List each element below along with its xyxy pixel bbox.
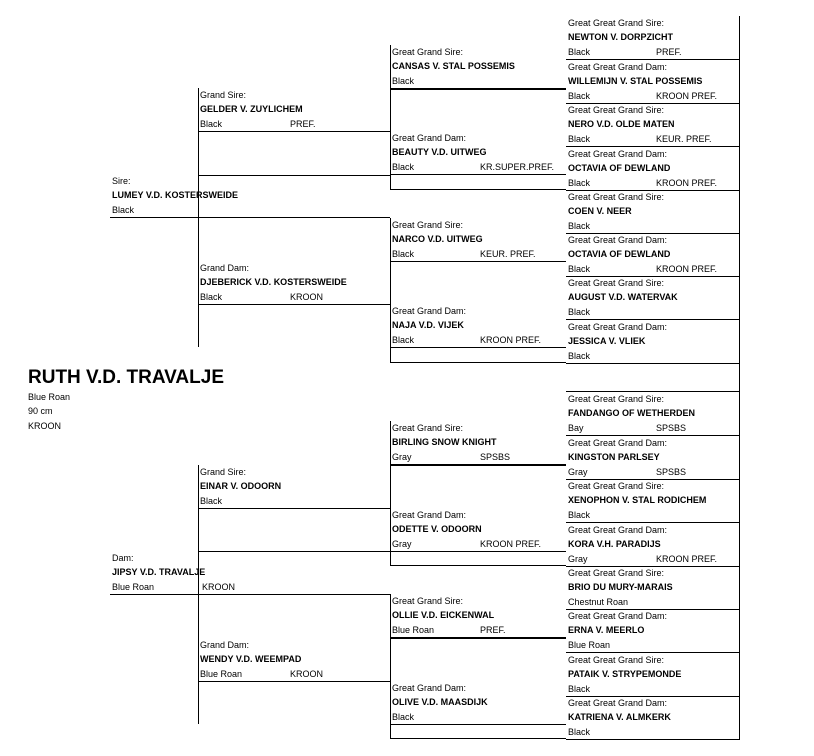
role-label: Great Great Grand Sire: (568, 192, 665, 202)
coat-color-text: Black (568, 683, 591, 694)
role-label: Great Great Grand Sire: (568, 568, 665, 578)
horse-name: BEAUTY V.D. UITWEG (392, 147, 487, 158)
gggp-entry (566, 609, 740, 653)
horse-name: GELDER V. ZUYLICHEM (200, 104, 303, 115)
coat-color-text: Gray (568, 553, 588, 564)
coat-color-text: Gray (568, 466, 588, 477)
gggp-entry (566, 696, 740, 740)
connector-line (739, 363, 740, 392)
coat-color (568, 132, 739, 146)
role-label: Great Great Grand Sire: (568, 655, 665, 665)
coat-color-text: Black (392, 75, 415, 86)
role-label: Great Grand Dam: (392, 306, 467, 316)
coat-color (112, 203, 390, 217)
horse-name: DJEBERICK V.D. KOSTERSWEIDE (200, 277, 347, 288)
subject-name: RUTH V.D. TRAVALJE (28, 367, 225, 388)
coat-color (568, 595, 739, 609)
coat-color (200, 494, 390, 508)
coat-color-text: Black (200, 118, 223, 129)
dam-entry (110, 551, 390, 595)
coat-color (392, 247, 566, 261)
horse-name: WENDY V.D. WEEMPAD (200, 654, 302, 665)
role-label: Great Great Grand Dam: (568, 235, 668, 245)
coat-color (568, 421, 739, 435)
title-text: KROON PREF. (480, 334, 542, 345)
title-text: PREF. (480, 624, 506, 635)
coat-color-text: Bay (568, 422, 584, 433)
coat-color (568, 638, 739, 652)
connector-line (739, 16, 740, 392)
gp-entry (198, 88, 390, 132)
title-text: KROON PREF. (656, 177, 718, 188)
role-label: Great Great Grand Dam: (568, 698, 668, 708)
role-label: Great Great Grand Dam: (568, 62, 668, 72)
coat-color-text: Black (568, 263, 591, 274)
role-label: Grand Sire: (200, 90, 247, 100)
role-label: Great Great Grand Dam: (568, 525, 668, 535)
horse-name: COEN V. NEER (568, 206, 632, 217)
subject-title: KROON (28, 420, 62, 431)
coat-color (568, 262, 739, 276)
horse-name: KATRIENA V. ALMKERK (568, 712, 671, 723)
coat-color-text: Black (392, 248, 415, 259)
horse-name: LUMEY V.D. KOSTERSWEIDE (112, 190, 239, 201)
coat-color-text: Blue Roan (568, 639, 611, 650)
coat-color-text: Black (200, 291, 223, 302)
coat-color-text: Black (568, 726, 591, 737)
horse-name: NAJA V.D. VIJEK (392, 320, 464, 331)
ggp-entry (390, 45, 566, 89)
gggp-entry (566, 479, 740, 523)
ggp-entry (390, 304, 566, 348)
ggp-entry (390, 681, 566, 725)
horse-name: JIPSY V.D. TRAVALJE (112, 567, 206, 578)
coat-color (112, 580, 390, 594)
horse-name: PATAIK V. STRYPEMONDE (568, 669, 682, 680)
gp-entry (198, 638, 390, 682)
role-label: Great Great Grand Dam: (568, 611, 668, 621)
coat-color-text: Black (392, 161, 415, 172)
coat-color-text: Black (112, 204, 135, 215)
connector-line (390, 738, 566, 739)
role-label: Great Great Grand Sire: (568, 481, 665, 491)
coat-color (568, 465, 739, 479)
title-text: SPSBS (656, 422, 687, 433)
connector-line (390, 594, 391, 738)
gggp-entry (566, 320, 740, 364)
coat-color (568, 349, 739, 363)
coat-color-text: Black (568, 509, 591, 520)
horse-name: OLIVE V.D. MAASDIJK (392, 697, 488, 708)
gp-entry (198, 465, 390, 509)
role-label: Grand Sire: (200, 467, 247, 477)
horse-name: KORA V.H. PARADIJS (568, 539, 661, 550)
role-label: Dam: (112, 553, 134, 563)
horse-name: ODETTE V. ODOORN (392, 524, 482, 535)
gggp-entry (566, 276, 740, 320)
horse-name: EINAR V. ODOORN (200, 481, 282, 492)
role-label: Great Grand Sire: (392, 47, 464, 57)
horse-name: JESSICA V. VLIEK (568, 336, 646, 347)
coat-color (568, 89, 739, 103)
title-text: KROON PREF. (656, 553, 718, 564)
coat-color (392, 450, 566, 464)
subject-color: Blue Roan (28, 392, 71, 402)
gggp-entry (566, 653, 740, 697)
coat-color (392, 623, 566, 637)
role-label: Great Great Grand Dam: (568, 438, 668, 448)
coat-color-text: Black (568, 133, 591, 144)
coat-color (568, 176, 739, 190)
title-text: KROON (290, 291, 324, 302)
ggp-entry (390, 421, 566, 465)
gggp-entry (566, 436, 740, 480)
connector-line (739, 392, 740, 740)
coat-color-text: Black (200, 495, 223, 506)
coat-color (200, 667, 390, 681)
connector-line (390, 89, 566, 90)
coat-color-text: Blue Roan (200, 668, 243, 679)
horse-name: KINGSTON PARLSEY (568, 452, 660, 463)
coat-color (392, 537, 566, 551)
coat-color-text: Black (568, 306, 591, 317)
connector-line (566, 363, 740, 364)
role-label: Great Grand Dam: (392, 510, 467, 520)
coat-color-text: Black (392, 334, 415, 345)
subject-block (28, 366, 224, 433)
coat-color (200, 117, 390, 131)
horse-name: FANDANGO OF WETHERDEN (568, 408, 695, 419)
horse-name: NEWTON V. DORPZICHT (568, 32, 674, 43)
coat-color-text: Black (392, 711, 415, 722)
coat-color-text: Black (568, 350, 591, 361)
coat-color (568, 508, 739, 522)
coat-color (568, 219, 739, 233)
title-text: KROON (290, 668, 324, 679)
coat-color-text: Gray (392, 451, 412, 462)
horse-name: AUGUST V.D. WATERVAK (568, 292, 678, 303)
coat-color-text: Chestnut Roan (568, 596, 629, 607)
role-label: Great Grand Sire: (392, 220, 464, 230)
gggp-entry (566, 190, 740, 234)
coat-color (392, 160, 566, 174)
coat-color (392, 333, 566, 347)
horse-name: OCTAVIA OF DEWLAND (568, 163, 671, 174)
connector-line (390, 218, 391, 362)
horse-name: OCTAVIA OF DEWLAND (568, 249, 671, 260)
title-text: KROON PREF. (656, 90, 718, 101)
horse-name: XENOPHON V. STAL RODICHEM (568, 495, 707, 506)
gggp-entry (566, 147, 740, 191)
horse-name: BIRLING SNOW KNIGHT (392, 437, 497, 448)
coat-color-text: Black (568, 90, 591, 101)
horse-name: BRIO DU MURY-MARAIS (568, 582, 673, 593)
coat-color-text: Gray (392, 538, 412, 549)
title-text: PREF. (290, 118, 316, 129)
connector-line (566, 391, 740, 392)
role-label: Great Great Grand Sire: (568, 278, 665, 288)
coat-color-text: Black (568, 46, 591, 57)
title-text: KEUR. PREF. (480, 248, 536, 259)
role-label: Grand Dam: (200, 263, 250, 273)
coat-color (392, 74, 566, 88)
gggp-entry (566, 103, 740, 147)
role-label: Sire: (112, 176, 131, 186)
subject-height: 90 cm (28, 406, 53, 417)
connector-line (390, 565, 566, 566)
coat-color (568, 45, 739, 59)
role-label: Great Grand Dam: (392, 133, 467, 143)
gggp-entry (566, 16, 740, 60)
ggp-entry (390, 131, 566, 175)
connector-line (390, 189, 566, 190)
sire-entry (110, 174, 390, 218)
coat-color (568, 552, 739, 566)
title-text: PREF. (656, 46, 682, 57)
coat-color (568, 305, 739, 319)
gp-entry (198, 261, 390, 305)
role-label: Great Grand Sire: (392, 596, 464, 606)
horse-name: WILLEMIJN V. STAL POSSEMIS (568, 76, 703, 87)
role-label: Great Great Grand Sire: (568, 105, 665, 115)
title-text: SPSBS (656, 466, 687, 477)
coat-color (568, 682, 739, 696)
gggp-entry (566, 566, 740, 610)
role-label: Great Great Grand Sire: (568, 18, 665, 28)
horse-name: CANSAS V. STAL POSSEMIS (392, 61, 515, 72)
ggp-entry (390, 508, 566, 552)
coat-color-text: Blue Roan (112, 581, 155, 592)
role-label: Grand Dam: (200, 640, 250, 650)
title-text: SPSBS (480, 451, 511, 462)
gggp-entry (566, 233, 740, 277)
horse-name: NARCO V.D. UITWEG (392, 234, 483, 245)
connector-line (390, 638, 566, 639)
gggp-entry (566, 60, 740, 104)
connector-line (390, 421, 391, 565)
ggp-entry (390, 218, 566, 262)
title-text: KROON PREF. (480, 538, 542, 549)
coat-color-text: Blue Roan (392, 624, 435, 635)
connector-line (390, 465, 566, 466)
horse-name: OLLIE V.D. EICKENWAL (392, 610, 495, 621)
role-label: Great Grand Sire: (392, 423, 464, 433)
title-text: KROON (202, 581, 236, 592)
role-label: Great Great Grand Sire: (568, 394, 665, 404)
connector-line (390, 45, 391, 189)
title-text: KROON PREF. (656, 263, 718, 274)
coat-color (200, 290, 390, 304)
gggp-entry (566, 523, 740, 567)
title-text: KR.SUPER.PREF. (480, 161, 555, 172)
ggp-entry (390, 594, 566, 638)
coat-color (392, 710, 566, 724)
coat-color-text: Black (568, 177, 591, 188)
coat-color (568, 725, 739, 739)
role-label: Great Grand Dam: (392, 683, 467, 693)
connector-line (390, 362, 566, 363)
coat-color-text: Black (568, 220, 591, 231)
horse-name: NERO V.D. OLDE MATEN (568, 119, 675, 130)
connector-line (390, 261, 566, 262)
role-label: Great Great Grand Dam: (568, 149, 668, 159)
horse-name: ERNA V. MEERLO (568, 625, 645, 636)
title-text: KEUR. PREF. (656, 133, 712, 144)
role-label: Great Great Grand Dam: (568, 322, 668, 332)
gggp-entry (566, 392, 740, 436)
